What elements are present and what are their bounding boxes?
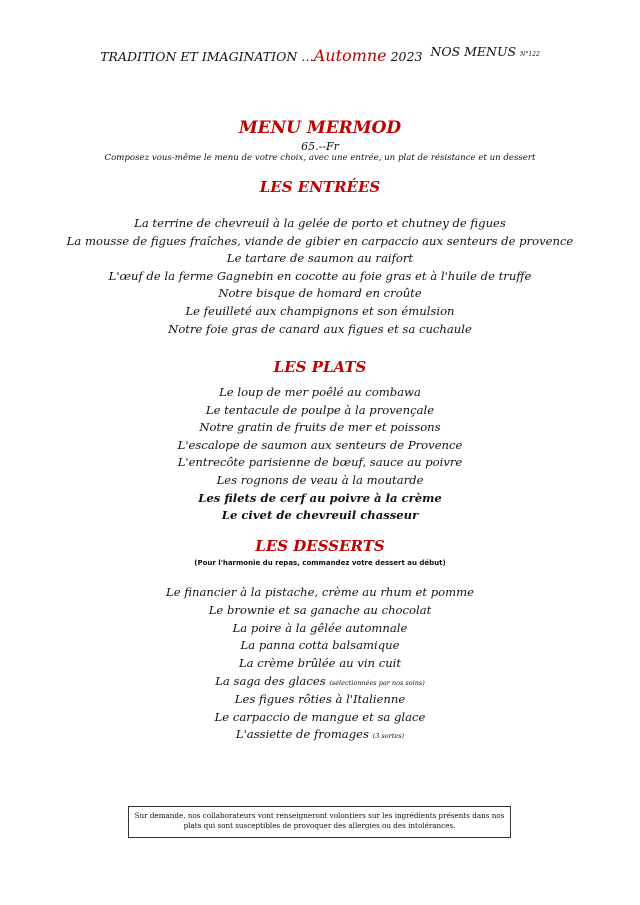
plat-item: Les filets de cerf au poivre à la crème [198, 490, 442, 505]
plats-title: LES PLATS [273, 358, 367, 376]
dessert-item-note: (sélectionnées par nos soins) [329, 678, 425, 687]
dessert-item: Le carpaccio de mangue et sa glace [214, 709, 426, 724]
dessert-item-note: (3 sortes) [372, 732, 405, 741]
plat-item: Notre gratin de fruits de mer et poissons [199, 420, 441, 435]
dessert-item: La panna cotta balsamique [240, 638, 400, 653]
dessert-item: Le brownie et sa ganache au chocolat [208, 602, 432, 617]
header-season: Automne [313, 46, 387, 65]
desserts-title: LES DESSERTS [255, 537, 385, 555]
plat-item: L'escalope de saumon aux senteurs de Provence [177, 437, 463, 452]
menu-title: MENU MERMOD [238, 118, 402, 138]
allergy-notice-line: plats qui sont susceptibles de provoquer des allergies ou des intolérances. [183, 821, 456, 830]
header-number: N°122 [520, 51, 540, 58]
desserts-note: (Pour l'harmonie du repas, commandez votre dessert au début) [194, 559, 446, 567]
dessert-item-label: La saga des glaces [215, 673, 326, 688]
entree-item: Le feuilleté aux champignons et son émulsion [185, 303, 455, 318]
dessert-item-label: L'assiette de fromages [235, 727, 369, 742]
dessert-item [0, 673, 640, 691]
dessert-item: Le financier à la pistache, crème au rhum et pomme [166, 585, 474, 599]
entree-item: Le tartare de saumon au raifort [226, 251, 414, 266]
plats-list [0, 384, 640, 525]
plat-item: Le loup de mer poêlé au combawa [219, 385, 421, 399]
desserts-list [0, 584, 640, 744]
allergy-notice [128, 806, 511, 838]
page-header [0, 46, 640, 65]
header-year: 2023 [386, 49, 423, 64]
allergy-notice-line: Sur demande, nos collaborateurs vont renseigneront volontiers sur les ingrédients présents dans nos [134, 811, 505, 820]
menu-compose-text: Composez vous-même le menu de votre choix, avec une entrée, un plat de résistance et un dessert [104, 153, 536, 163]
entree-item: L'œuf de la ferme Gagnebin en cocotte au foie gras et à l'huile de truffe [108, 268, 532, 283]
plat-item: L'entrecôte parisienne de bœuf, sauce au poivre [177, 455, 463, 470]
dessert-item: Les figues rôties à l'Italienne [234, 691, 406, 706]
header-nos-menus: NOS MENUS [430, 44, 517, 59]
dessert-item [0, 726, 640, 744]
header-prefix: TRADITION ET IMAGINATION … [100, 49, 314, 64]
menu-price: 65.--Fr [301, 140, 339, 153]
entrees-list [0, 215, 640, 338]
dessert-item: La crème brûlée au vin cuit [238, 656, 402, 671]
entree-item: Notre foie gras de canard aux figues et sa cuchaule [168, 321, 472, 336]
entree-item: Notre bisque de homard en croûte [218, 286, 422, 301]
plat-item: Le tentacule de poulpe à la provençale [205, 402, 435, 417]
plat-item: Les rognons de veau à la moutarde [216, 472, 424, 487]
entree-item: La mousse de figues fraîches, viande de gibier en carpaccio aux senteurs de provence [66, 233, 574, 248]
plat-item: Le civet de chevreuil chasseur [221, 508, 419, 523]
entrees-title: LES ENTRÉES [259, 178, 381, 196]
dessert-item: La poire à la gêlée automnale [232, 620, 408, 635]
entree-item: La terrine de chevreuil à la gelée de porto et chutney de figues [134, 216, 506, 230]
